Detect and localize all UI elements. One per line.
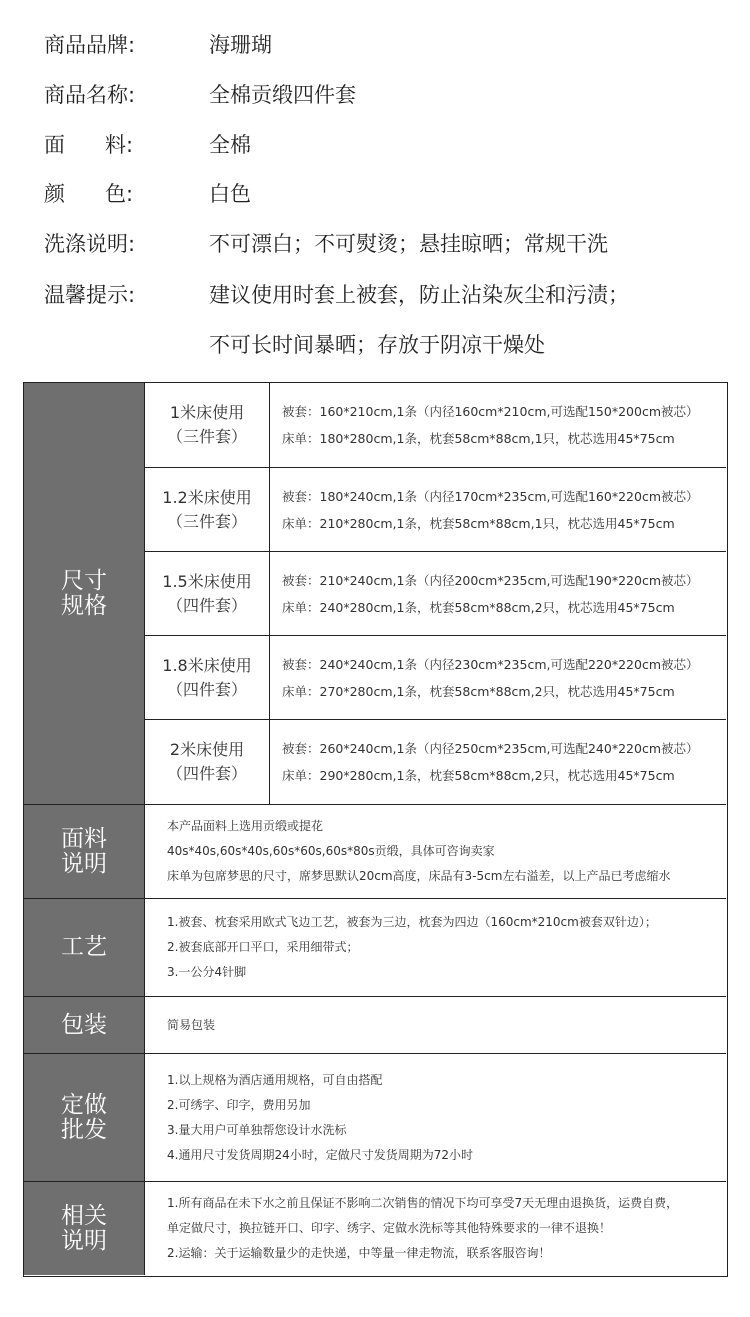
size-row bbox=[145, 551, 726, 635]
info-value: 不可漂白；不可熨烫；悬挂晾晒；常规干洗 bbox=[209, 232, 608, 256]
size-name-cell bbox=[145, 720, 270, 804]
info-row-tips bbox=[44, 279, 629, 309]
note-line: 2.被套底部开口平口，采用细带式； bbox=[167, 940, 359, 954]
note-line: 简易包装 bbox=[167, 1017, 216, 1032]
size-row bbox=[145, 383, 726, 467]
note-line: 床单为包席梦思的尺寸，席梦思默认20cm高度，床品有3-5cm左右溢差，以上产品已考虑缩水 bbox=[167, 869, 671, 883]
info-row-color bbox=[44, 178, 251, 208]
set-type: （三件套） bbox=[166, 427, 247, 446]
spec-table bbox=[23, 382, 728, 1277]
info-label: 商品名称: bbox=[44, 83, 136, 107]
set-type: （四件套） bbox=[166, 679, 247, 699]
custom-notes bbox=[167, 1054, 720, 1181]
duvet-spec: 被套：160*210cm,1条（内径160cm*210cm,可选配150*200cm被芯） bbox=[282, 404, 699, 419]
sheet-spec: 床单：290*280cm,1条，枕套58cm*88cm,2只，枕芯选用45*75cm bbox=[282, 768, 675, 783]
info-value: 全棉 bbox=[209, 133, 251, 157]
size-row bbox=[145, 719, 726, 804]
set-type: （四件套） bbox=[166, 595, 247, 615]
related-section bbox=[24, 1181, 726, 1275]
fabric-section bbox=[24, 804, 726, 898]
info-label: 温馨提示: bbox=[44, 283, 136, 307]
size-rows bbox=[145, 383, 726, 804]
section-heading: 面料 说明 bbox=[24, 805, 145, 898]
size-spec bbox=[282, 720, 722, 804]
note-line: 2.可绣字、印字，费用另加 bbox=[167, 1097, 311, 1112]
info-row-material bbox=[44, 129, 251, 159]
note-line: 2.运输：关于运输数量少的走快递，中等量一律走物流，联系客服咨询！ bbox=[167, 1246, 551, 1260]
duvet-spec: 被套：210*240cm,1条（内径200cm*235cm,可选配190*220cm被芯） bbox=[282, 572, 699, 588]
size-name-cell bbox=[145, 636, 270, 719]
package-section bbox=[24, 996, 726, 1053]
size-section bbox=[24, 383, 726, 804]
section-heading: 相关 说明 bbox=[24, 1182, 145, 1275]
size-spec bbox=[282, 468, 722, 551]
info-label: 商品品牌: bbox=[44, 33, 136, 57]
info-row-brand bbox=[44, 29, 272, 59]
set-type: （三件套） bbox=[166, 511, 247, 531]
sheet-spec: 床单：240*280cm,1条，枕套58cm*88cm,2只，枕芯选用45*75cm bbox=[282, 599, 675, 615]
note-line: 3.量大用户可单独帮您设计水洗标 bbox=[167, 1122, 347, 1137]
info-row-tips-continued bbox=[44, 329, 545, 359]
info-value: 建议使用时套上被套，防止沾染灰尘和污渍； bbox=[209, 283, 629, 307]
size-name: 1米床使用 bbox=[169, 403, 245, 422]
info-label: 颜 色: bbox=[44, 182, 134, 206]
size-name: 1.5米床使用 bbox=[162, 571, 252, 591]
duvet-spec: 被套：260*240cm,1条（内径250cm*235cm,可选配240*220cm被芯） bbox=[282, 741, 699, 756]
note-line: 本产品面料上选用贡缎或提花 bbox=[167, 819, 324, 833]
info-value: 海珊瑚 bbox=[209, 33, 272, 57]
sheet-spec: 床单：180*280cm,1条，枕套58cm*88cm,1只，枕芯选用45*75cm bbox=[282, 431, 675, 446]
duvet-spec: 被套：180*240cm,1条（内径170cm*235cm,可选配160*220cm被芯） bbox=[282, 488, 699, 504]
craft-notes bbox=[167, 899, 720, 996]
section-body bbox=[145, 1054, 726, 1181]
note-line: 1.所有商品在未下水之前且保证不影响二次销售的情况下均可享受7天无理由退换货，运费自费， bbox=[167, 1196, 679, 1210]
size-row bbox=[145, 467, 726, 551]
note-line: 40s*40s,60s*40s,60s*60s,60s*80s贡缎，具体可咨询卖家 bbox=[167, 844, 495, 858]
fabric-notes bbox=[167, 805, 720, 898]
size-spec bbox=[282, 552, 722, 635]
section-body bbox=[145, 805, 726, 898]
note-line: 3.一公分4针脚 bbox=[167, 965, 247, 979]
info-label: 面 料: bbox=[44, 133, 134, 157]
custom-section bbox=[24, 1053, 726, 1181]
note-line: 单定做尺寸，换拉链开口、印字、绣字、定做水洗标等其他特殊要求的一律不退换！ bbox=[167, 1221, 612, 1235]
info-label: 洗涤说明: bbox=[44, 232, 136, 256]
size-spec bbox=[282, 383, 722, 467]
size-name: 1.2米床使用 bbox=[162, 487, 252, 507]
sheet-spec: 床单：270*280cm,1条，枕套58cm*88cm,2只，枕芯选用45*75cm bbox=[282, 683, 675, 699]
section-heading: 包装 bbox=[24, 997, 145, 1053]
size-name-cell bbox=[145, 552, 270, 635]
size-row bbox=[145, 635, 726, 719]
sheet-spec: 床单：210*280cm,1条，枕套58cm*88cm,1只，枕芯选用45*75cm bbox=[282, 515, 675, 531]
note-line: 1.以上规格为酒店通用规格，可自由搭配 bbox=[167, 1072, 383, 1087]
info-value: 不可长时间暴晒；存放于阴凉干燥处 bbox=[209, 333, 545, 357]
section-body bbox=[145, 899, 726, 996]
related-notes bbox=[167, 1182, 720, 1275]
section-heading: 定做 批发 bbox=[24, 1054, 145, 1181]
note-line: 1.被套、枕套采用欧式飞边工艺，被套为三边，枕套为四边（160cm*210cm被套双针边）； bbox=[167, 915, 657, 929]
section-body bbox=[145, 1182, 726, 1275]
size-name-cell bbox=[145, 383, 270, 467]
size-name: 1.8米床使用 bbox=[162, 655, 252, 675]
section-body bbox=[145, 997, 726, 1053]
section-heading: 工艺 bbox=[24, 899, 145, 996]
size-name-cell bbox=[145, 468, 270, 551]
info-value: 白色 bbox=[209, 182, 251, 206]
note-line: 4.通用尺寸发货周期24小时，定做尺寸发货周期为72小时 bbox=[167, 1147, 473, 1162]
section-heading: 尺寸 规格 bbox=[24, 383, 145, 804]
info-row-washing bbox=[44, 228, 608, 258]
craft-section bbox=[24, 898, 726, 996]
info-row-name bbox=[44, 79, 356, 109]
size-name: 2米床使用 bbox=[169, 740, 245, 759]
size-spec bbox=[282, 636, 722, 719]
info-value: 全棉贡缎四件套 bbox=[209, 83, 356, 107]
package-notes bbox=[167, 997, 720, 1053]
duvet-spec: 被套：240*240cm,1条（内径230cm*235cm,可选配220*220cm被芯） bbox=[282, 656, 699, 672]
set-type: （四件套） bbox=[166, 764, 247, 783]
